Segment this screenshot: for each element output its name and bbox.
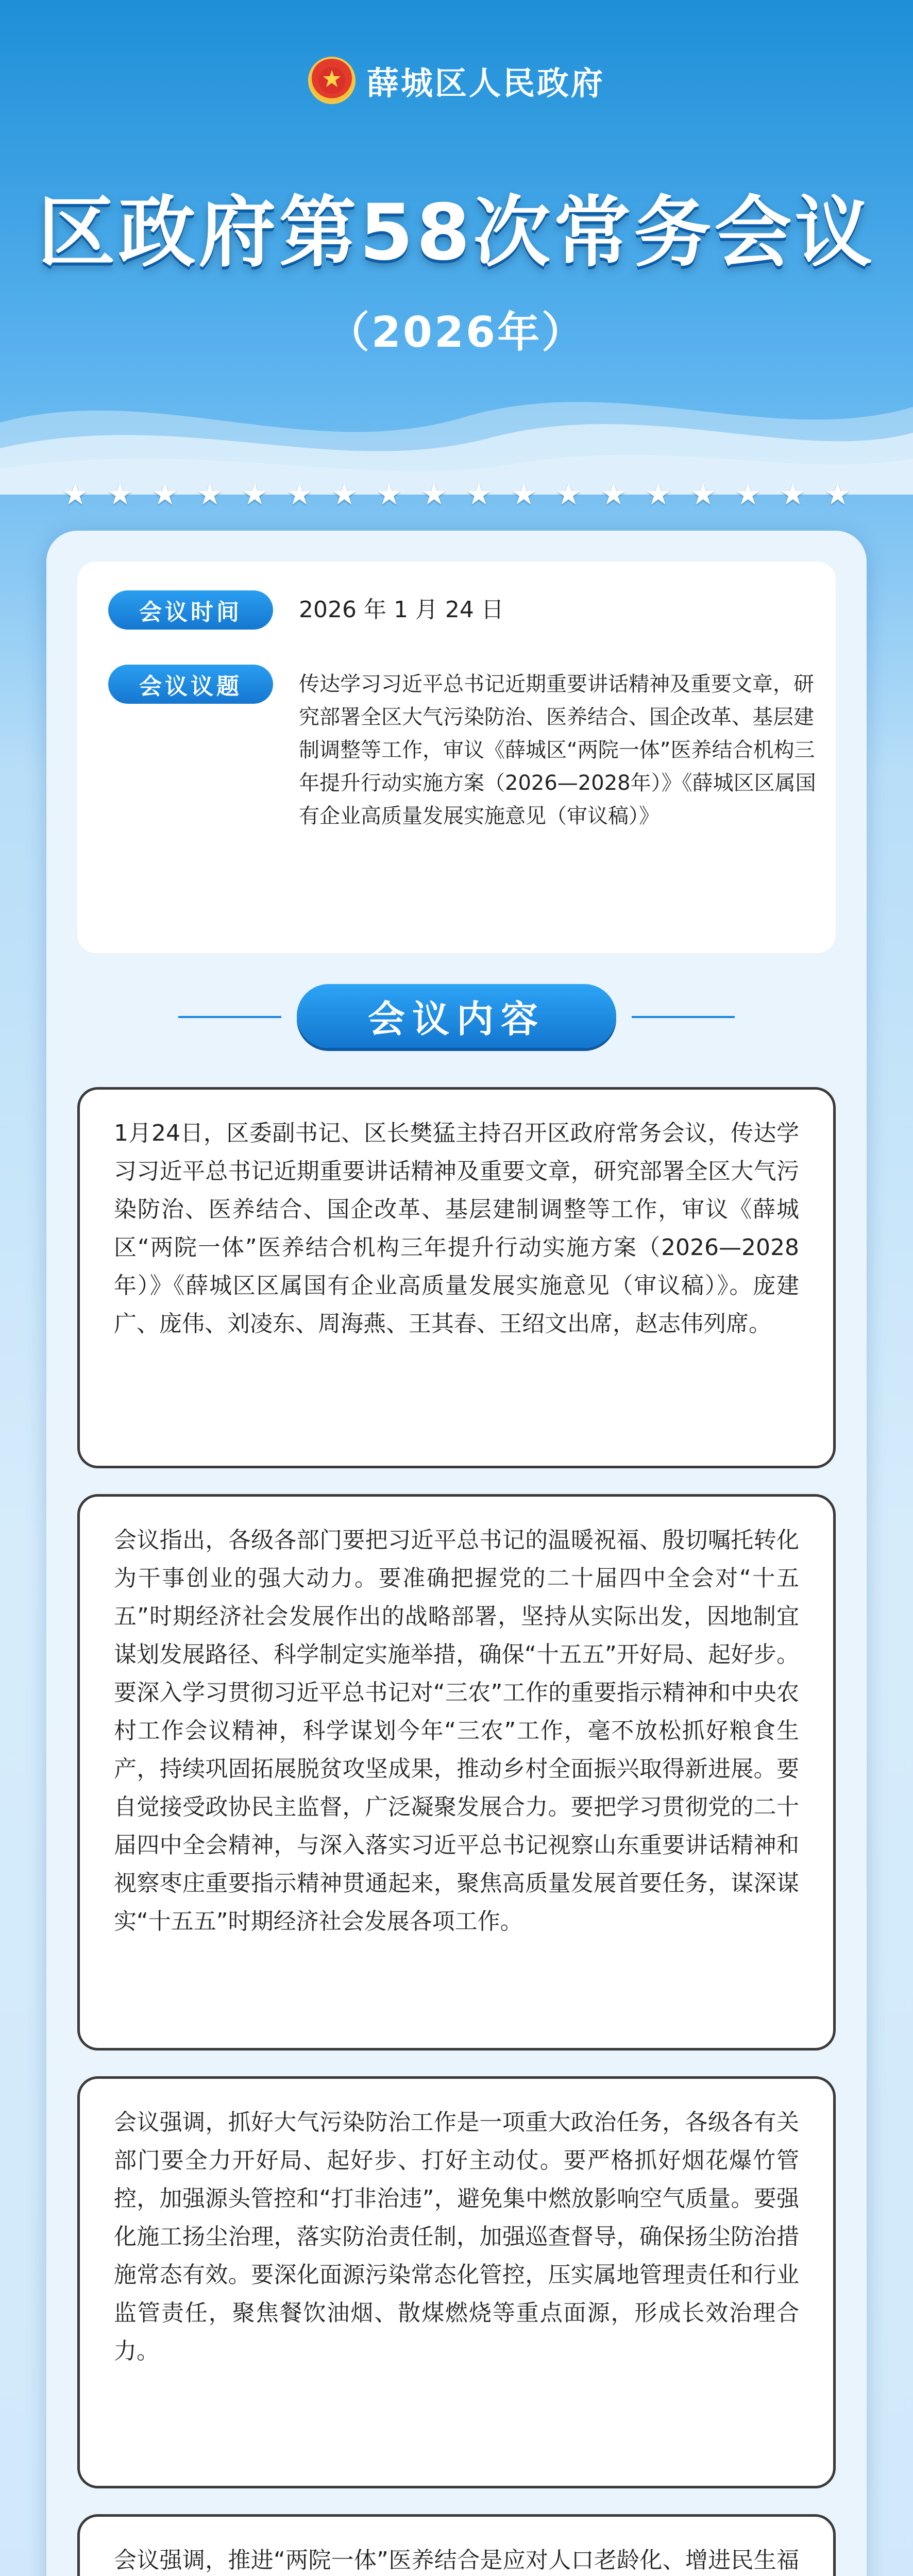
content-paragraph (77, 1494, 836, 2050)
star-icon: ★ (734, 477, 762, 512)
star-icon: ★ (151, 477, 179, 512)
star-icon: ★ (555, 477, 582, 512)
star-icon: ★ (645, 477, 672, 512)
star-icon: ★ (465, 477, 493, 512)
page-title: 区政府第58次常务会议 (38, 188, 875, 278)
star-icon: ★ (376, 477, 403, 512)
paragraph-text: 会议指出，各级各部门要把习近平总书记的温暖祝福、殷切嘱托转化为干事创业的强大动力。要准确把握党的二十届四中全会对“十五五”时期经济社会发展作出的战略部署，坚持从实际出发，因地制宜谋划发展路径、科学制定实施举措，确保“十五五”开好局、起好步。要深入学习贯彻习近平总书记对“三农”工作的重要指示精神和中央农村工作会议精神，科学谋划今年“三农”工作，毫不放松抓好粮食生产，持续巩固拓展脱贫攻坚成果，推动乡村全面振兴取得新进展。要自觉接受政协民主监督，广泛凝聚发展合力。要把学习贯彻党的二十届四中全会精神，与深入落实习近平总书记视察山东重要讲话精神和视察枣庄重要指示精神贯通起来，聚焦高质量发展首要任务，谋深谋实“十五五”时期经济社会发展各项工作。 (114, 1527, 799, 1935)
star-icon: ★ (824, 477, 851, 512)
content-paragraph (77, 2514, 836, 2576)
content-paragraph (77, 1087, 836, 1468)
page-header (0, 0, 913, 453)
star-icon: ★ (62, 477, 89, 512)
header-wave-decoration (0, 361, 913, 495)
star-icon: ★ (779, 477, 806, 512)
site-brand[interactable] (0, 57, 913, 104)
paragraph-text: 会议强调，推进“两院一体”医养结合是应对人口老龄化、增进民生福 (114, 2547, 799, 2573)
site-name: 薛城区人民政府 (366, 64, 605, 102)
star-icon: ★ (689, 477, 717, 512)
star-icon: ★ (241, 477, 268, 512)
star-icon: ★ (196, 477, 224, 512)
meeting-topic-row (108, 665, 819, 833)
meeting-info-box (77, 562, 836, 953)
star-icon: ★ (510, 477, 537, 512)
meeting-topic-value: 传达学习习近平总书记近期重要讲话精神及重要文章，研究部署全区大气污染防治、医养结合、国企改革、基层建制调整等工作，审议《薛城区“两院一体”医养结合机构三年提升行动实施方案（2026—2028年）》《薛城区区属国有企业高质量发展实施意见（审议稿）》 (299, 672, 816, 828)
star-icon: ★ (420, 477, 448, 512)
paragraph-text: 会议强调，抓好大气污染防治工作是一项重大政治任务，各级各有关部门要全力开好局、起好步、打好主动仗。要严格抓好烟花爆竹管控，加强源头管控和“打非治违”，避免集中燃放影响空气质量。要强化施工扬尘治理，落实防治责任制，加强巡查督导，确保扬尘防治措施常态有效。要深化面源污染常态化管控，压实属地管理责任和行业监管责任，聚焦餐饮油烟、散煤燃烧等重点面源，形成长效治理合力。 (114, 2109, 799, 2364)
content-section-header (46, 984, 867, 1048)
star-icon: ★ (600, 477, 627, 512)
meeting-time-row (108, 590, 504, 630)
content-paragraph (77, 2076, 836, 2488)
star-icon: ★ (331, 477, 358, 512)
meeting-topic-label: 会议议题 (108, 665, 273, 704)
star-icon: ★ (107, 477, 134, 512)
content-section-title: 会议内容 (297, 984, 616, 1048)
star-decoration-row (62, 477, 851, 512)
paragraph-text: 1月24日，区委副书记、区长樊猛主持召开区政府常务会议，传达学习习近平总书记近期重要讲话精神及重要文章，研究部署全区大气污染防治、医养结合、国企改革、基层建制调整等工作，审议《薛城区“两院一体”医养结合机构三年提升行动实施方案（2026—2028年）》《薛城区区属国有企业高质量发展实施意见（审议稿）》。庞建广、庞伟、刘凌东、周海燕、王其春、王绍文出席，赵志伟列席。 (114, 1120, 799, 1337)
meeting-card (46, 531, 867, 2576)
meeting-time-value: 2026 年 1 月 24 日 (299, 597, 504, 623)
meeting-time-label: 会议时间 (108, 590, 273, 630)
page-subtitle-year: （2026年） (327, 308, 586, 357)
star-icon: ★ (286, 477, 313, 512)
national-emblem-icon (308, 57, 356, 104)
